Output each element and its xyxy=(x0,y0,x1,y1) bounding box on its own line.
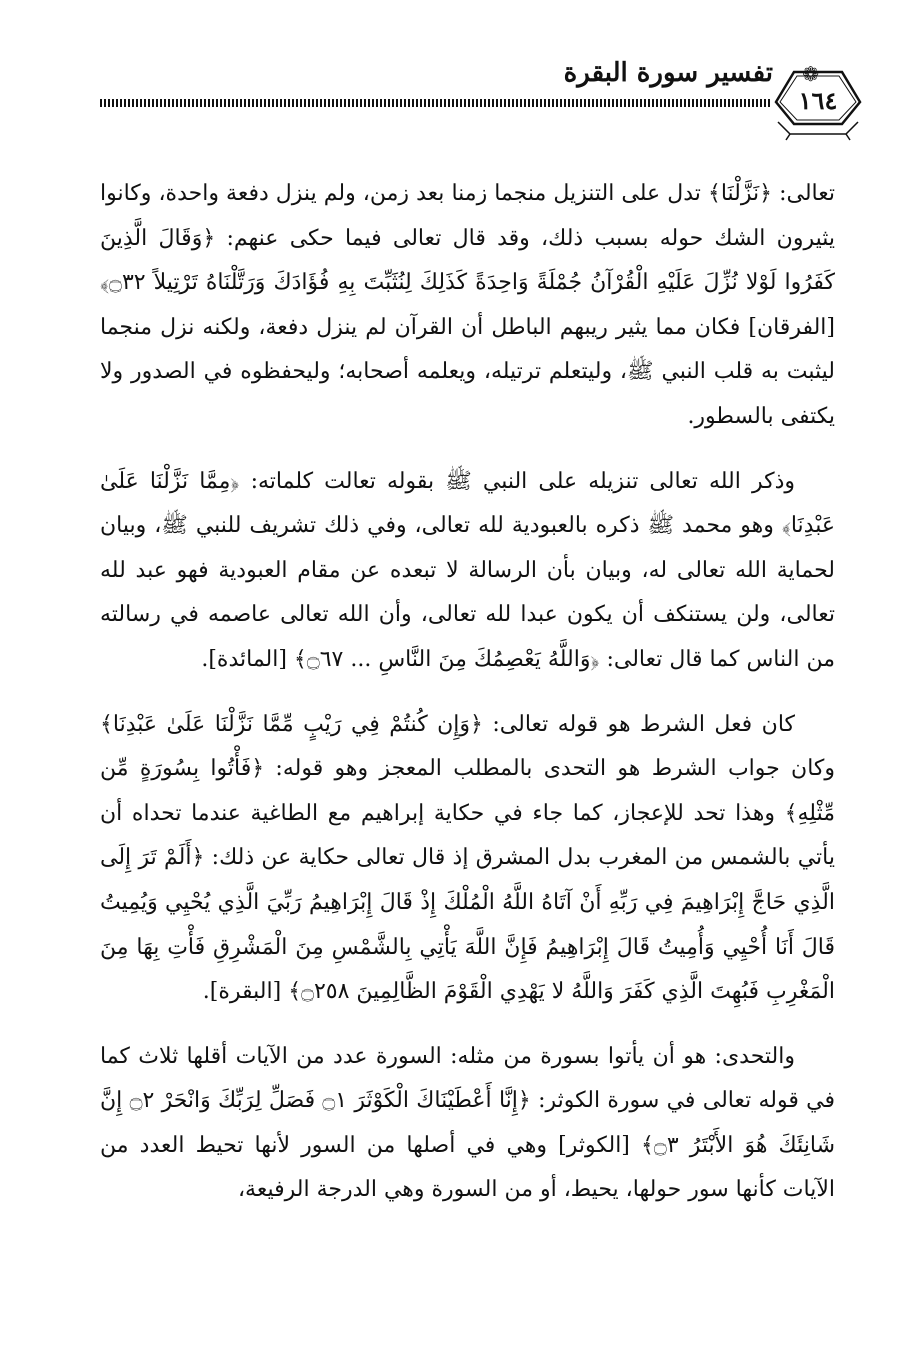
paragraph: تعالى: ﴿نَزَّلْنَا﴾ تدل على التنزيل منجما زمنا بعد زمن، ولم ينزل دفعة واحدة، وكانوا يثيرون الشك حوله بسبب ذلك، وقد قال تعالى فيما حكى عنهم: ﴿وَقَالَ الَّذِينَ كَفَرُوا لَوْلا نُزِّلَ عَلَيْهِ الْقُرْآنُ جُمْلَةً وَاحِدَةً كَذَلِكَ لِنُثَبِّتَ بِهِ فُؤَادَكَ وَرَتَّلْنَاهُ تَرْتِيلاً ۝٣٢﴾ [الفرقان] فكان مما يثير ريبهم الباطل أن القرآن لم ينزل دفعة، ولكنه نزل منجما ليثبت به قلب النبي ﷺ، وليتعلم ترتيله، ويعلمه أصحابه؛ وليحفظوه في الصدور ولا يكتفى بالسطور. xyxy=(100,181,835,429)
running-title: تفسير سورة البقرة xyxy=(563,58,773,88)
ornament-icon: ❁ xyxy=(802,62,819,86)
paragraph: كان فعل الشرط هو قوله تعالى: ﴿وَإِن كُنتُمْ فِي رَيْبٍ مِّمَّا نَزَّلْنَا عَلَىٰ عَبْدِنَا﴾ وكان جواب الشرط هو التحدى بالمطلب المعجز وهو قوله: ﴿فَأْتُوا بِسُورَةٍ مِّن مِّثْلِهِ﴾ وهذا تحد للإعجاز، كما جاء في حكاية إبراهيم مع الطاغية عندما تحداه أن يأتي بالشمس من المغرب بدل المشرق إذ قال تعالى حكاية عن ذلك: ﴿أَلَمْ تَرَ إِلَى الَّذِي حَاجَّ إِبْرَاهِيمَ فِي رَبِّهِ أَنْ آتَاهُ اللَّهُ الْمُلْكَ إِذْ قَالَ إِبْرَاهِيمُ رَبِّيَ الَّذِي يُحْيِي وَيُمِيتُ قَالَ أَنَا أُحْيِي وَأُمِيتُ قَالَ إِبْرَاهِيمُ فَإِنَّ اللَّهَ يَأْتِي بِالشَّمْسِ مِنَ الْمَشْرِقِ فَأْتِ بِهَا مِنَ الْمَغْرِبِ فَبُهِتَ الَّذِي كَفَرَ وَاللَّهُ لا يَهْدِي الْقَوْمَ الظَّالِمِينَ ۝٢٥٨﴾ [البقرة]. xyxy=(100,711,835,1005)
paragraph: وذكر الله تعالى تنزيله على النبي ﷺ بقوله تعالت كلماته: ﴿مِمَّا نَزَّلْنَا عَلَىٰ عَبْدِنَا﴾ وهو محمد ﷺ ذكره بالعبودية لله تعالى، وفي ذلك تشريف للنبي ﷺ، وبيان لحماية الله تعالى له، وبيان بأن الرسالة لا تبعده عن مقام العبودية فهو عبد لله تعالى، ولن يستنكف أن يكون عبدا لله تعالى، وأن الله تعالى عاصمه في رسالته من الناس كما قال تعالى: ﴿وَاللَّهُ يَعْصِمُكَ مِنَ النَّاسِ ... ۝٦٧﴾ [المائدة]. xyxy=(100,468,835,672)
paragraph: والتحدى: هو أن يأتوا بسورة من مثله: السورة عدد من الآيات أقلها ثلاث كما في قوله تعالى في سورة الكوثر: ﴿إِنَّا أَعْطَيْنَاكَ الْكَوْثَرَ ۝١ فَصَلِّ لِرَبِّكَ وَانْحَرْ ۝٢ إِنَّ شَانِئَكَ هُوَ الأَبْتَرُ ۝٣﴾ [الكوثر] وهي في أصلها من السور لأنها تحيط العدد من الآيات كأنها سور حولها، يحيط، أو من السورة وهي الدرجة الرفيعة، xyxy=(100,1043,836,1203)
page-header xyxy=(0,0,923,150)
body-text xyxy=(100,172,835,1213)
page-number: ١٦٤ xyxy=(798,86,838,115)
header-rule xyxy=(100,99,770,107)
